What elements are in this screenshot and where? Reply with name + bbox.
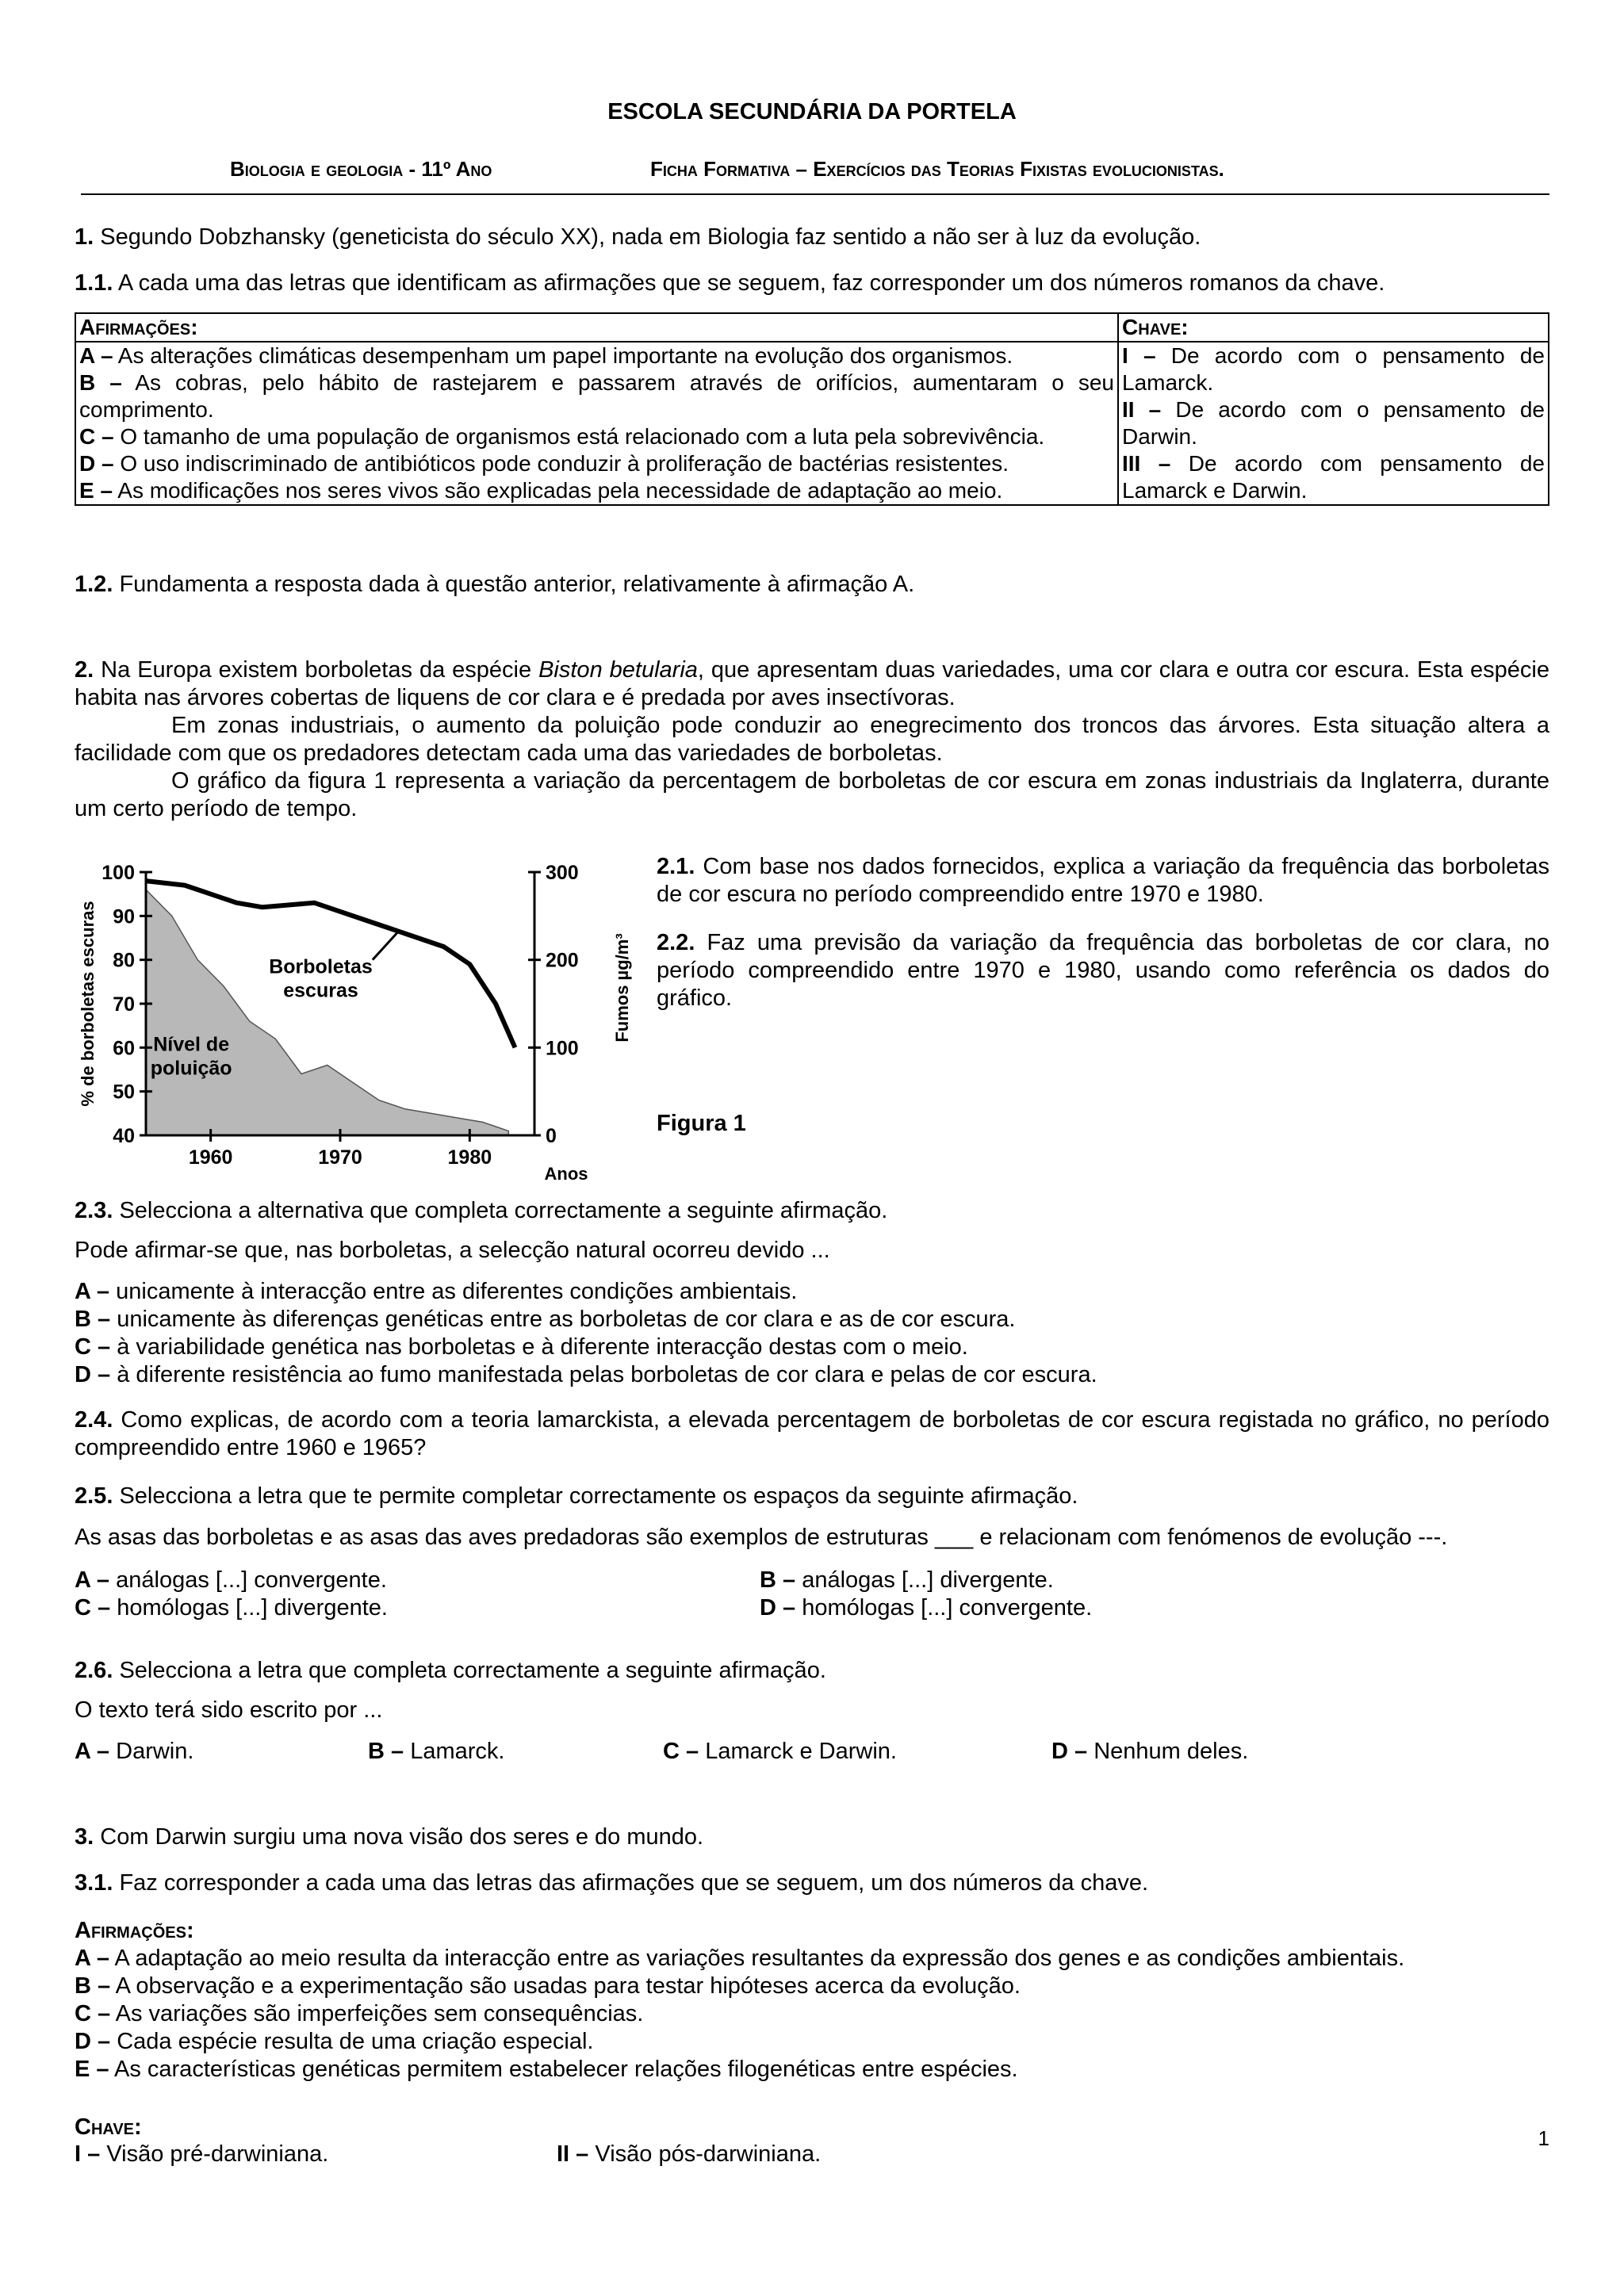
option-c[interactable]: C – à variabilidade genética nas borboletas e à diferente interacção destas com o meio. — [75, 1334, 968, 1360]
table-header-statements: Afirmações: — [79, 315, 198, 339]
question-1: 1. Segundo Dobzhansky (geneticista do século XX), nada em Biologia faz sentido a não ser à luz da evolução. — [75, 224, 1201, 250]
statements-table — [75, 312, 1549, 506]
x-tick-label: 1980 — [447, 1146, 492, 1169]
x-tick-label: 1970 — [318, 1146, 362, 1169]
y-axis-label: % de borboletas escuras — [78, 901, 98, 1107]
statements-label: Afirmações: — [75, 1918, 194, 1943]
school-title: ESCOLA SECUNDÁRIA DA PORTELA — [607, 99, 1017, 124]
option-a[interactable]: A – Darwin. — [75, 1739, 194, 1764]
question-2-paragraph-3: O gráfico da figura 1 representa a variação da percentagem de borboletas de cor escura em zonas industriais da Inglaterra, durante um certo período de tempo. — [75, 768, 1549, 821]
y-tick-label: 90 — [113, 905, 135, 928]
annotation-dark-butterflies: Borboletas — [269, 955, 373, 978]
question-3-1: 3.1. Faz corresponder a cada uma das letras das afirmações que se seguem, um dos números da chave. — [75, 1870, 1149, 1896]
question-2-3: 2.3. Selecciona a alternativa que completa correctamente a seguinte afirmação. — [75, 1198, 888, 1223]
question-2-4: 2.4. Como explicas, de acordo com a teoria lamarckista, a elevada percentagem de borboletas de cor escura registada no gráfico, no período compreendido entre 1960 e 1965? — [75, 1407, 1549, 1460]
question-2-5-stem: As asas das borboletas e as asas das aves predadoras são exemplos de estruturas ___ e relacionam com fenómenos de evolução ---. — [75, 1525, 1448, 1550]
subject-label: Biologia e geologia - 11º Ano — [230, 157, 492, 181]
question-2-intro: 2. Na Europa existem borboletas da espécie Biston betularia, que apresentam duas variedades, uma cor clara e outra cor escura. Esta espécie habita nas árvores cobertas de liquens de cor clara e é predada por aves insectívoras. — [75, 657, 1550, 710]
option-c[interactable]: C – homólogas [...] divergente. — [75, 1595, 388, 1621]
annotation-pollution: Nível de — [153, 1033, 230, 1056]
option-a[interactable]: A – unicamente à interacção entre as diferentes condições ambientais. — [75, 1279, 798, 1304]
y-tick-label: 100 — [102, 862, 135, 884]
question-3: 3. Com Darwin surgiu uma nova visão dos seres e do mundo. — [75, 1824, 704, 1850]
option-d[interactable]: D – homólogas [...] convergente. — [760, 1595, 1093, 1621]
option-c[interactable]: C – Lamarck e Darwin. — [663, 1739, 897, 1764]
figure-1-caption: Figura 1 — [657, 1111, 746, 1136]
option-d[interactable]: D – Nenhum deles. — [1051, 1739, 1249, 1764]
statement-b: B – A observação e a experimentação são usadas para testar hipóteses acerca da evolução. — [75, 1973, 1021, 1999]
option-a[interactable]: A – análogas [...] convergente. — [75, 1567, 387, 1593]
y2-axis-label: Fumos µg/m³ — [612, 933, 632, 1043]
question-2-3-stem: Pode afirmar-se que, nas borboletas, a selecção natural ocorreu devido ... — [75, 1238, 830, 1263]
worksheet-label: Ficha Formativa – Exercícios das Teorias Fixistas evolucionistas. — [650, 157, 1224, 181]
key-label: Chave: — [75, 2114, 142, 2140]
header-divider — [81, 193, 1549, 195]
annotation-pollution-2: poluição — [150, 1057, 232, 1080]
statement-c: C – As variações são imperfeições sem consequências. — [75, 2001, 644, 2026]
question-2-3-options — [75, 1278, 1549, 1389]
y2-tick-label: 0 — [546, 1125, 557, 1147]
question-2-5: 2.5. Selecciona a letra que te permite completar correctamente os espaços da seguinte afirmação. — [75, 1483, 1078, 1509]
y-tick-label: 80 — [113, 949, 135, 972]
question-3-statements — [75, 1917, 1549, 2084]
statement-e: E – As modificações nos seres vivos são explicadas pela necessidade de adaptação ao meio. — [79, 478, 1003, 503]
key-i: I – De acordo com o pensamento de Lamarck. — [1122, 343, 1545, 395]
x-axis-label: Anos — [544, 1164, 588, 1181]
figure-1-chart — [75, 856, 645, 1181]
x-tick-label: 1960 — [188, 1146, 233, 1169]
statement-d: D – Cada espécie resulta de uma criação especial. — [75, 2029, 594, 2054]
question-2-6: 2.6. Selecciona a letra que completa correctamente a seguinte afirmação. — [75, 1658, 826, 1683]
worksheet-page — [75, 0, 1549, 2296]
y-tick-label: 40 — [113, 1125, 135, 1147]
annotation-dark-butterflies-2: escuras — [283, 979, 358, 1002]
option-b[interactable]: B – Lamarck. — [368, 1739, 505, 1764]
y2-tick-label: 200 — [546, 949, 579, 972]
y-tick-label: 70 — [113, 993, 135, 1016]
question-2-paragraph-2: Em zonas industriais, o aumento da poluição pode conduzir ao enegrecimento dos troncos das árvores. Esta situação altera a facilidade com que os predadores detectam cada uma das variedades de borboletas. — [75, 713, 1549, 766]
question-2-2: 2.2. Faz uma previsão da variação da frequência das borboletas de cor clara, no período compreendido entre 1970 e 1980, usando como referência os dados do gráfico. — [657, 930, 1549, 1011]
key-iii: III – De acordo com pensamento de Lamarck e Darwin. — [1122, 451, 1545, 503]
y-tick-label: 60 — [113, 1037, 135, 1060]
option-b[interactable]: B – unicamente às diferenças genéticas entre as borboletas de cor clara e as de cor escura. — [75, 1307, 1016, 1332]
key-ii: II – Visão pós-darwiniana. — [557, 2141, 822, 2167]
y-tick-label: 50 — [113, 1081, 135, 1104]
statement-a: A – A adaptação ao meio resulta da interacção entre as variações resultantes da expressão dos genes e as condições ambientais. — [75, 1946, 1405, 1971]
option-b[interactable]: B – análogas [...] divergente. — [760, 1567, 1054, 1593]
question-3-key — [75, 2114, 1549, 2141]
key-ii: II – De acordo com o pensamento de Darwin. — [1122, 397, 1545, 449]
statement-a: A – As alterações climáticas desempenham um papel importante na evolução dos organismos. — [79, 343, 1013, 368]
table-header-key: Chave: — [1122, 315, 1189, 339]
statement-e: E – As características genéticas permitem estabelecer relações filogenéticas entre espécies. — [75, 2057, 1018, 2082]
question-2-1: 2.1. Com base nos dados fornecidos, explica a variação da frequência das borboletas de cor escura no período compreendido entre 1970 e 1980. — [657, 854, 1549, 907]
y2-tick-label: 300 — [546, 862, 579, 884]
page-number: 1 — [1538, 2126, 1549, 2150]
key-i: I – Visão pré-darwiniana. — [75, 2141, 329, 2167]
option-d[interactable]: D – à diferente resistência ao fumo manifestada pelas borboletas de cor clara e pelas de cor escura. — [75, 1362, 1097, 1387]
statement-d: D – O uso indiscriminado de antibióticos pode conduzir à proliferação de bactérias resistentes. — [79, 451, 1009, 476]
y2-tick-label: 100 — [546, 1037, 579, 1060]
question-2-6-stem: O texto terá sido escrito por ... — [75, 1697, 383, 1723]
statement-b: B – As cobras, pelo hábito de rastejarem e passarem através de orifícios, aumentaram o seu comprimento. — [79, 370, 1115, 422]
species-name: Biston betularia — [538, 657, 698, 683]
question-1-1: 1.1. A cada uma das letras que identificam as afirmações que se seguem, faz corresponder um dos números romanos da chave. — [75, 270, 1385, 296]
statement-c: C – O tamanho de uma população de organismos está relacionado com a luta pela sobrevivência. — [79, 424, 1045, 449]
question-1-2: 1.2. Fundamenta a resposta dada à questão anterior, relativamente à afirmação A. — [75, 572, 915, 597]
